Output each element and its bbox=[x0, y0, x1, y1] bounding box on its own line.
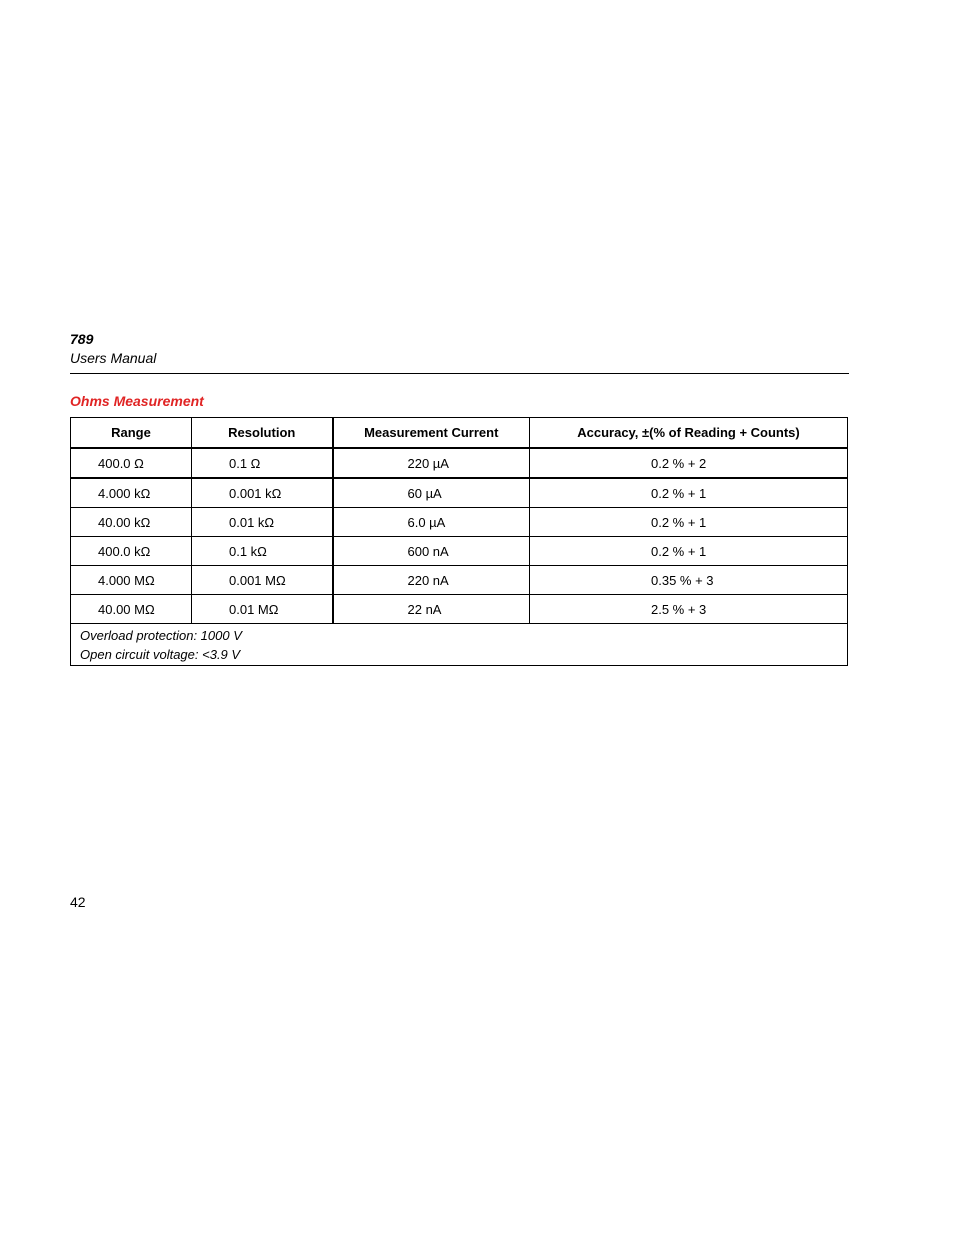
cell-range: 40.00 kΩ bbox=[71, 508, 192, 537]
table-notes bbox=[71, 624, 848, 666]
cell-current: 220 nA bbox=[333, 566, 530, 595]
note-open-circuit-voltage: Open circuit voltage: <3.9 V bbox=[80, 647, 241, 662]
cell-resolution: 0.01 MΩ bbox=[192, 595, 333, 624]
cell-current: 22 nA bbox=[333, 595, 530, 624]
cell-resolution: 0.1 kΩ bbox=[192, 537, 333, 566]
header-resolution: Resolution bbox=[192, 418, 333, 449]
table-row bbox=[71, 566, 848, 595]
cell-accuracy: 0.2 % + 1 bbox=[530, 537, 848, 566]
cell-range: 400.0 kΩ bbox=[71, 537, 192, 566]
table-row bbox=[71, 537, 848, 566]
cell-resolution: 0.01 kΩ bbox=[192, 508, 333, 537]
cell-current: 600 nA bbox=[333, 537, 530, 566]
table-notes-row bbox=[71, 624, 848, 666]
header-measurement-current: Measurement Current bbox=[333, 418, 530, 449]
cell-accuracy: 2.5 % + 3 bbox=[530, 595, 848, 624]
cell-current: 6.0 µA bbox=[333, 508, 530, 537]
cell-accuracy: 0.35 % + 3 bbox=[530, 566, 848, 595]
table-row bbox=[71, 508, 848, 537]
cell-range: 40.00 MΩ bbox=[71, 595, 192, 624]
table-header-row bbox=[71, 418, 848, 449]
cell-range: 400.0 Ω bbox=[71, 448, 192, 478]
header-accuracy: Accuracy, ±(% of Reading + Counts) bbox=[530, 418, 848, 449]
note-overload-protection: Overload protection: 1000 V bbox=[80, 628, 242, 643]
cell-range: 4.000 MΩ bbox=[71, 566, 192, 595]
section-title: Ohms Measurement bbox=[70, 393, 204, 409]
page-number: 42 bbox=[70, 894, 86, 910]
cell-accuracy: 0.2 % + 2 bbox=[530, 448, 848, 478]
manual-title: Users Manual bbox=[70, 350, 157, 366]
cell-resolution: 0.001 kΩ bbox=[192, 478, 333, 508]
cell-accuracy: 0.2 % + 1 bbox=[530, 508, 848, 537]
table-row bbox=[71, 595, 848, 624]
cell-accuracy: 0.2 % + 1 bbox=[530, 478, 848, 508]
header-range: Range bbox=[71, 418, 192, 449]
cell-resolution: 0.1 Ω bbox=[192, 448, 333, 478]
header-rule bbox=[70, 373, 849, 374]
cell-range: 4.000 kΩ bbox=[71, 478, 192, 508]
model-number: 789 bbox=[70, 331, 94, 347]
cell-resolution: 0.001 MΩ bbox=[192, 566, 333, 595]
ohms-spec-table bbox=[70, 417, 848, 666]
cell-current: 220 µA bbox=[333, 448, 530, 478]
cell-current: 60 µA bbox=[333, 478, 530, 508]
table-row bbox=[71, 478, 848, 508]
table-row bbox=[71, 448, 848, 478]
